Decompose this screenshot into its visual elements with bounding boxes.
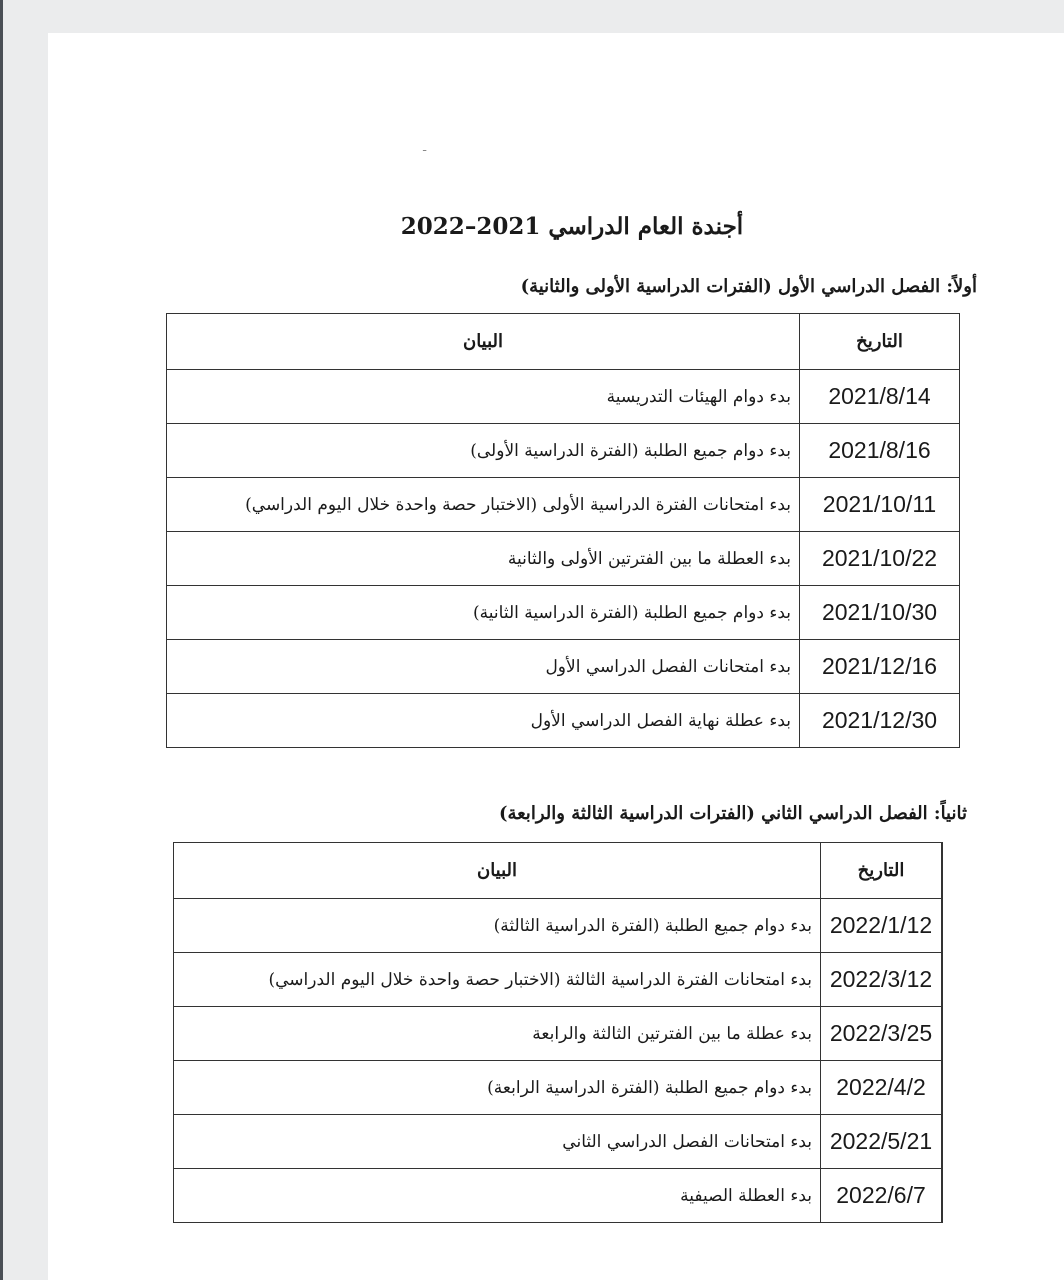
semester1-heading: أولاً: الفصل الدراسي الأول (الفترات الدراسية الأولى والثانية) bbox=[520, 276, 977, 297]
row-desc: بدء عطلة ما بين الفترتين الثالثة والرابعة bbox=[174, 1007, 821, 1061]
table-row bbox=[167, 586, 960, 640]
table-row bbox=[167, 640, 960, 694]
row-desc: بدء دوام جميع الطلبة (الفترة الدراسية الأولى) bbox=[167, 424, 800, 478]
row-desc: بدء امتحانات الفصل الدراسي الثاني bbox=[174, 1115, 821, 1169]
row-date: 2021/10/30 bbox=[800, 586, 960, 640]
table-row bbox=[174, 953, 943, 1007]
row-desc: بدء العطلة ما بين الفترتين الأولى والثانية bbox=[167, 532, 800, 586]
row-date: 2021/8/14 bbox=[800, 370, 960, 424]
row-desc: بدء دوام جميع الطلبة (الفترة الدراسية الرابعة) bbox=[174, 1061, 821, 1115]
scan-speck: ـ bbox=[423, 141, 427, 154]
page-title: أجندة العام الدراسي 2021–2022 bbox=[400, 213, 744, 240]
row-desc: بدء امتحانات الفترة الدراسية الثالثة (الاختبار حصة واحدة خلال اليوم الدراسي) bbox=[174, 953, 821, 1007]
document-page bbox=[48, 33, 1064, 1280]
header-desc: البيان bbox=[174, 843, 821, 899]
table-row bbox=[167, 370, 960, 424]
table-row bbox=[167, 478, 960, 532]
table-row bbox=[167, 424, 960, 478]
row-desc: بدء امتحانات الفصل الدراسي الأول bbox=[167, 640, 800, 694]
table-header-row bbox=[167, 314, 960, 370]
row-desc: بدء عطلة نهاية الفصل الدراسي الأول bbox=[167, 694, 800, 748]
row-desc: بدء دوام جميع الطلبة (الفترة الدراسية الثانية) bbox=[167, 586, 800, 640]
table-row bbox=[167, 694, 960, 748]
header-date: التاريخ bbox=[821, 843, 943, 899]
row-date: 2022/3/25 bbox=[821, 1007, 943, 1061]
row-date: 2021/10/22 bbox=[800, 532, 960, 586]
row-date: 2022/4/2 bbox=[821, 1061, 943, 1115]
header-desc: البيان bbox=[167, 314, 800, 370]
table-row bbox=[174, 1169, 943, 1223]
row-desc: بدء امتحانات الفترة الدراسية الأولى (الاختبار حصة واحدة خلال اليوم الدراسي) bbox=[167, 478, 800, 532]
semester2-heading: ثانياً: الفصل الدراسي الثاني (الفترات الدراسية الثالثة والرابعة) bbox=[498, 803, 967, 824]
viewer-left-edge bbox=[0, 0, 3, 1280]
row-date: 2021/10/11 bbox=[800, 478, 960, 532]
row-date: 2021/12/16 bbox=[800, 640, 960, 694]
row-date: 2021/8/16 bbox=[800, 424, 960, 478]
row-date: 2022/1/12 bbox=[821, 899, 943, 953]
table-row bbox=[174, 1115, 943, 1169]
row-desc: بدء العطلة الصيفية bbox=[174, 1169, 821, 1223]
row-date: 2022/5/21 bbox=[821, 1115, 943, 1169]
table-row bbox=[174, 899, 943, 953]
header-date: التاريخ bbox=[800, 314, 960, 370]
semester1-table bbox=[166, 313, 960, 748]
table-row bbox=[167, 532, 960, 586]
table-header-row bbox=[174, 843, 943, 899]
semester2-table bbox=[173, 842, 943, 1223]
row-date: 2022/3/12 bbox=[821, 953, 943, 1007]
table-row bbox=[174, 1061, 943, 1115]
row-desc: بدء دوام جميع الطلبة (الفترة الدراسية الثالثة) bbox=[174, 899, 821, 953]
table-row bbox=[174, 1007, 943, 1061]
row-date: 2021/12/30 bbox=[800, 694, 960, 748]
row-desc: بدء دوام الهيئات التدريسية bbox=[167, 370, 800, 424]
row-date: 2022/6/7 bbox=[821, 1169, 943, 1223]
